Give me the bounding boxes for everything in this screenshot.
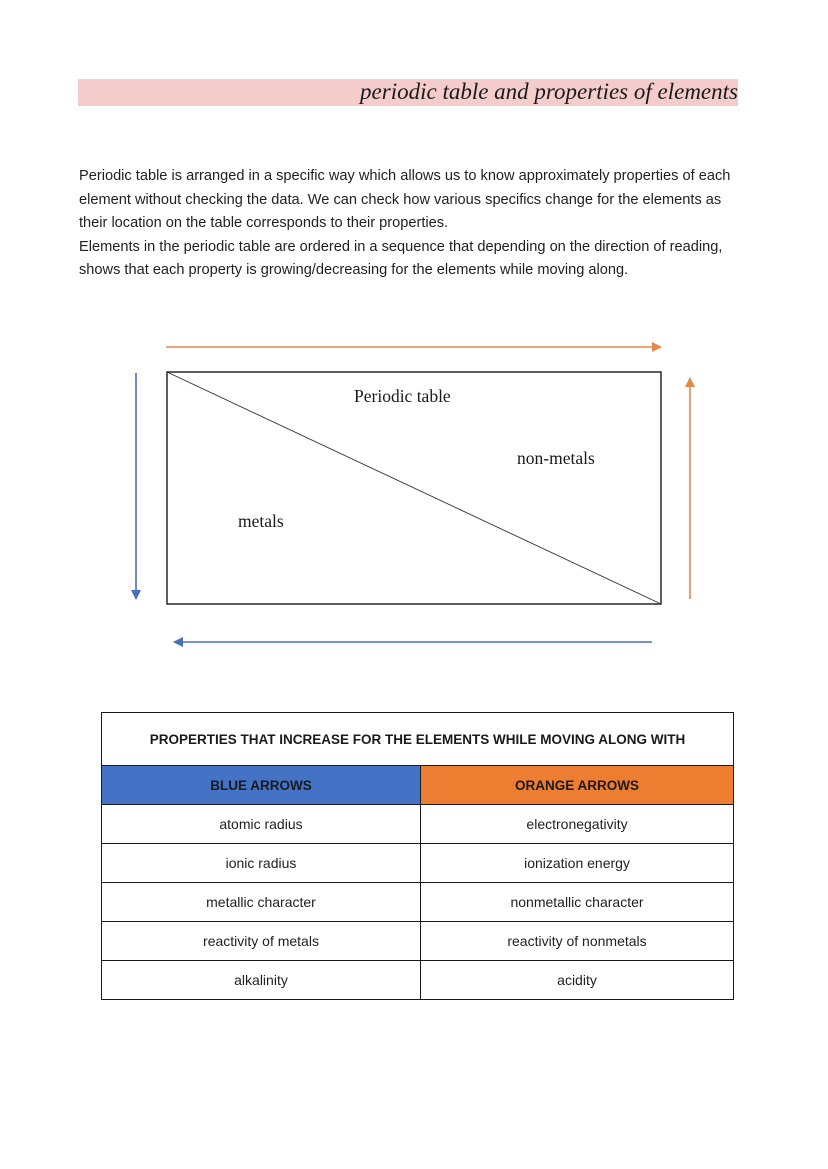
intro-paragraph-1: Periodic table is arranged in a specific way which allows us to know approximately properties of each element without checking the data. We can check how various specifics change for the elements as their location on the table corresponds to their properties.	[79, 168, 731, 231]
blue-property-cell: alkalinity	[102, 961, 421, 1000]
column-header-orange: ORANGE ARROWS	[421, 766, 734, 805]
column-header-blue: BLUE ARROWS	[102, 766, 421, 805]
table-row	[102, 844, 734, 883]
blue-property-cell: ionic radius	[102, 844, 421, 883]
orange-property-cell: acidity	[421, 961, 734, 1000]
table-row	[102, 922, 734, 961]
orange-property-cell: nonmetallic character	[421, 883, 734, 922]
intro-paragraph-2: Elements in the periodic table are ordered in a sequence that depending on the direction of reading, shows that each property is growing/decreasing for the elements while moving along.	[79, 238, 723, 278]
properties-table-title: PROPERTIES THAT INCREASE FOR THE ELEMENTS WHILE MOVING ALONG WITH	[102, 713, 734, 766]
properties-table	[101, 712, 734, 1000]
label-non-metals: non-metals	[517, 448, 595, 468]
orange-property-cell: electronegativity	[421, 805, 734, 844]
blue-property-cell: metallic character	[102, 883, 421, 922]
table-row	[102, 883, 734, 922]
diagram-title: Periodic table	[354, 386, 451, 406]
blue-property-cell: atomic radius	[102, 805, 421, 844]
page-title: periodic table and properties of elements	[360, 79, 738, 104]
blue-property-cell: reactivity of metals	[102, 922, 421, 961]
table-row	[102, 805, 734, 844]
orange-property-cell: ionization energy	[421, 844, 734, 883]
table-row	[102, 961, 734, 1000]
label-metals: metals	[238, 511, 284, 531]
diagonal-divider	[167, 372, 661, 604]
orange-property-cell: reactivity of nonmetals	[421, 922, 734, 961]
